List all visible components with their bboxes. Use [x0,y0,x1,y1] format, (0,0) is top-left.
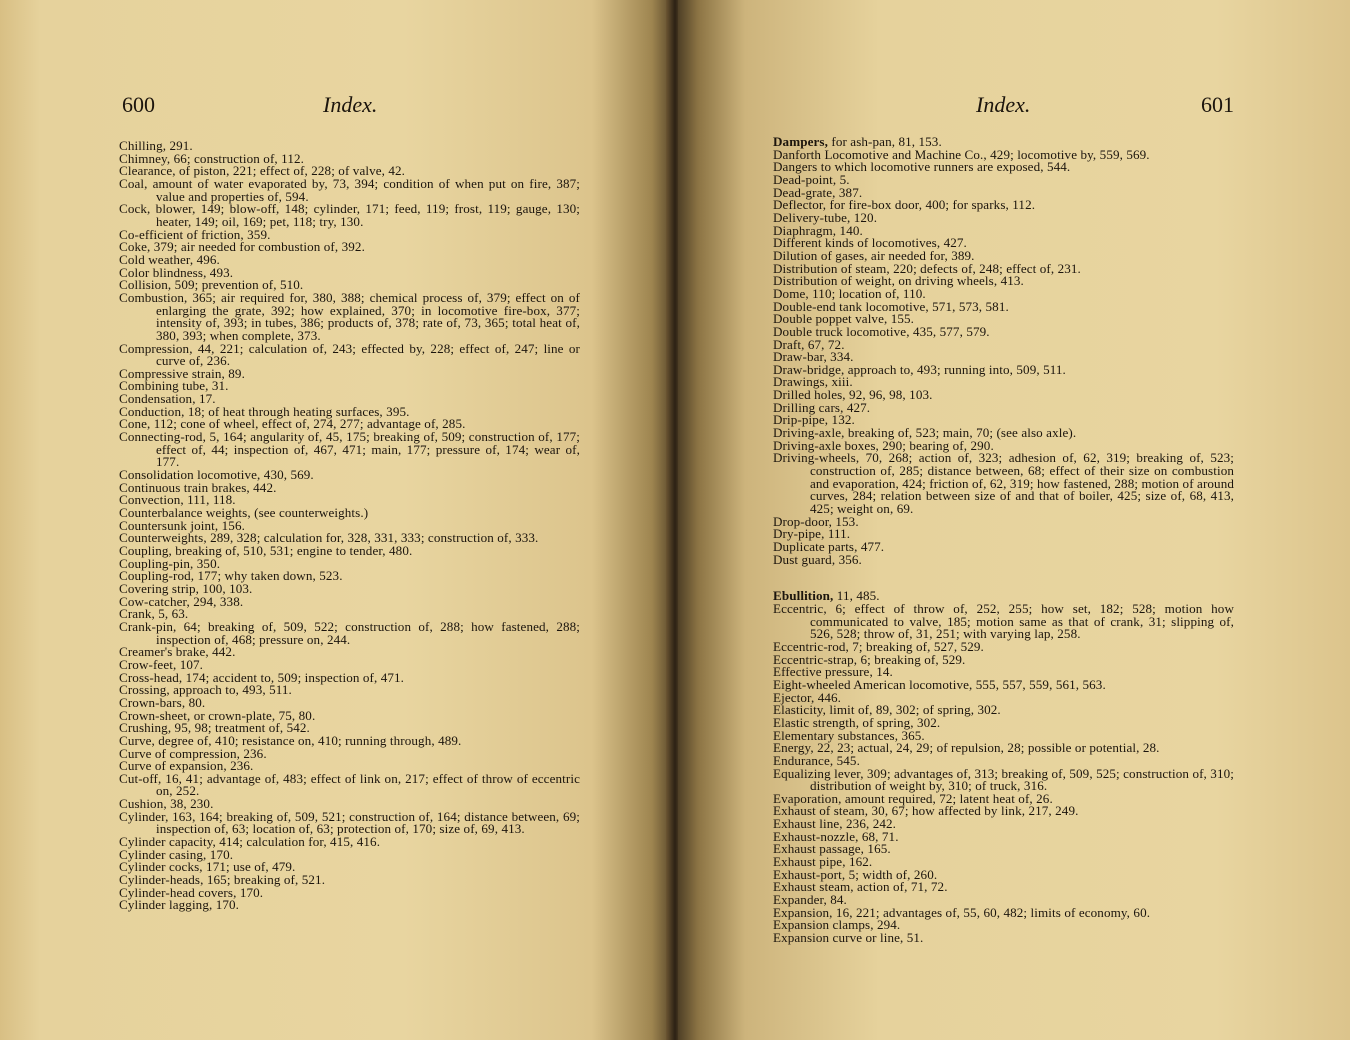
index-entry: Cylinder-head covers, 170. [119,884,264,900]
index-entry: Curve of compression, 236. [119,745,267,761]
index-entry: Combining tube, 31. [119,378,229,394]
index-entry: Draw-bridge, approach to, 493; running into, 509, 511. [773,361,1066,377]
index-entry: Draw-bar, 334. [773,349,854,365]
index-entry: Exhaust-port, 5; width of, 260. [773,866,938,882]
index-entry: Cylinder capacity, 414; calculation for, 415, 416. [119,834,381,850]
left-page [0,0,672,1040]
index-entry: Danforth Locomotive and Machine Co., 429; locomotive by, 559, 569. [773,146,1150,162]
page-number: 601 [1201,92,1234,117]
index-entry: Crown-sheet, or crown-plate, 75, 80. [119,707,316,723]
index-entry: Distribution of steam, 220; defects of, 248; effect of, 231. [773,260,1081,276]
index-entry: Dilution of gases, air needed for, 389. [773,247,975,263]
index-entry: Dead-grate, 387. [773,184,863,200]
index-entry: Double-end tank locomotive, 571, 573, 581. [773,298,1009,314]
index-entry: Cold weather, 496. [119,251,220,267]
index-entry: Eccentric-rod, 7; breaking of, 527, 529. [773,638,984,654]
index-entry: Clearance, of piston, 221; effect of, 228; of valve, 42. [119,163,406,179]
index-entry: Crank-pin, 64; breaking of, 509, 522; construction of, 288; how fastened, 288; inspection of, 468; pressure on, 244. [119,618,580,647]
index-entry: Connecting-rod, 5, 164; angularity of, 45, 175; breaking of, 509; construction of, 177; effect of, 44; inspection of, 467, 471; main, 177; pressure of, 174; wear of, 177. [119,429,580,470]
index-entry: Crown-bars, 80. [119,694,206,710]
index-entry: Driving-wheels, 70, 268; action of, 323; adhesion of, 62, 319; breaking of, 523; construction of, 285; distance between, 68; effect of their size on combustion and evaporation, 424; friction of, 62, 319; how fastened, 288; motion of around curves, 284; relation between size of and that of boiler, 425; size of, 68, 413, 425; weight on, 69. [773,450,1234,517]
index-entry: Curve of expansion, 236. [119,758,254,774]
index-entry: Deflector, for fire-box door, 400; for sparks, 112. [773,197,1036,213]
index-entry: Compression, 44, 221; calculation of, 243; effected by, 228; effect of, 247; line or curve of, 236. [119,340,580,369]
index-entry: Dust guard, 356. [773,551,862,567]
index-entry: Coupling, breaking of, 510, 531; engine to tender, 480. [119,543,413,558]
index-entry: Chimney, 66; construction of, 112. [119,150,304,166]
index-entry: Drop-door, 153. [773,513,859,529]
index-entry: Diaphragm, 140. [773,222,863,238]
index-entry: Consolidation locomotive, 430, 569. [119,467,314,483]
index-entry: Drawings, xiii. [773,374,853,390]
index-entry: Dead-point, 5. [773,171,850,187]
index-entry: Dry-pipe, 111. [773,526,851,542]
index-entry: Compressive strain, 89. [119,365,245,381]
index-entry: Expansion, 16, 221; advantages of, 55, 60, 482; limits of economy, 60. [773,904,1151,920]
index-entry: Coke, 379; air needed for combustion of, 392. [119,239,365,255]
index-entry: Creamer's brake, 442. [119,644,236,660]
index-entry: Combustion, 365; air required for, 380, 388; chemical process of, 379; effect on of enlarging the grate, 392; how explained, 370; in locomotive fire-box, 377; intensity of, 393; in tubes, 386; products of, 378; rate of, 73, 365; total heat of, 380, 393; when complete, 373. [119,289,580,343]
index-entry: Different kinds of locomotives, 427. [773,235,967,251]
index-entry: Crossing, approach to, 493, 511. [119,682,292,698]
index-entry: Cylinder, 163, 164; breaking of, 509, 521; construction of, 164; distance between, 69; inspection of, 63; location of, 63; protection of, 170; size of, 69, 413. [119,808,580,837]
index-column-c [119,140,580,912]
index-entry: Cut-off, 16, 41; advantage of, 483; effect of link on, 217; effect of throw of eccentric on, 252. [119,770,580,799]
index-entry: Coupling-pin, 350. [119,555,221,571]
index-entry: Cross-head, 174; accident to, 509; inspection of, 471. [119,669,405,685]
index-entry: Expansion curve or line, 51. [773,930,924,946]
index-entry: Drip-pipe, 132. [773,412,855,428]
index-entry: Condensation, 17. [119,391,216,407]
index-column-d-e [773,136,1234,945]
index-entry: Co-efficient of friction, 359. [119,226,271,242]
index-entry: Coupling-rod, 177; why taken down, 523. [119,568,343,584]
index-entry: Curve, degree of, 410; resistance on, 410; running through, 489. [119,732,462,748]
index-entry: Drilled holes, 92, 96, 98, 103. [773,387,933,403]
index-entry: Eight-wheeled American locomotive, 555, 557, 559, 561, 563. [773,676,1106,692]
index-entry: Elementary substances, 365. [773,727,925,743]
index-entry: Covering strip, 100, 103. [119,580,253,596]
index-entry: Double truck locomotive, 435, 577, 579. [773,323,990,339]
right-page [678,0,1350,1040]
index-entry: Exhaust steam, action of, 71, 72. [773,879,948,895]
index-entry: Chilling, 291. [119,138,193,153]
index-entry: Cylinder cocks, 171; use of, 479. [119,859,296,875]
index-entry: Ejector, 446. [773,689,842,705]
index-entry: Color blindness, 493. [119,264,234,280]
section-lead-rest: for ash-pan, 81, 153. [827,134,942,149]
index-entry: Coal, amount of water evaporated by, 73, 394; condition of when put on fire, 387; value and properties of, 594. [119,175,580,204]
section-lead-word: Ebullition, [773,588,834,604]
index-entry: Distribution of weight, on driving wheels, 413. [773,273,1024,289]
index-entry: Eccentric-strap, 6; breaking of, 529. [773,651,966,667]
index-entry: Conduction, 18; of heat through heating surfaces, 395. [119,403,410,419]
index-entry: Equalizing lever, 309; advantages of, 313; breaking of, 509, 525; construction of, 310; distribution of weight by, 310; of truck, 316. [773,765,1234,794]
index-entry: Elasticity, limit of, 89, 302; of spring, 302. [773,702,1001,718]
index-entry: Double poppet valve, 155. [773,311,915,327]
index-entry: Exhaust-nozzle, 68, 71. [773,828,899,844]
running-header-title: Index. [323,92,378,117]
index-entry: Cylinder lagging, 170. [119,897,240,913]
section-lead-rest: 11, 485. [833,588,880,604]
index-entry: Crushing, 95, 98; treatment of, 542. [119,720,310,736]
index-entry: Evaporation, amount required, 72; latent heat of, 26. [773,790,1053,806]
index-entry: Elastic strength, of spring, 302. [773,714,941,730]
index-entry: Driving-axle, breaking of, 523; main, 70; (see also axle). [773,425,1077,441]
index-entry: Cow-catcher, 294, 338. [119,593,244,609]
index-entry: Exhaust line, 236, 242. [773,816,897,832]
index-entry: Crow-feet, 107. [119,656,204,672]
index-entry: Dome, 110; location of, 110. [773,285,926,301]
section-gap [773,566,1234,590]
page-number: 600 [122,92,155,117]
index-entry: Endurance, 545. [773,752,860,768]
running-header-title: Index. [976,92,1031,117]
index-entry: Crank, 5, 63. [119,606,189,622]
index-section-e [773,600,1234,946]
index-entry: Countersunk joint, 156. [119,517,245,533]
index-entry: Counterbalance weights, (see counterweights.) [119,505,369,521]
index-entry: Delivery-tube, 120. [773,209,878,225]
index-entry: Cone, 112; cone of wheel, effect of, 274, 277; advantage of, 285. [119,416,466,432]
index-entry: Eccentric, 6; effect of throw of, 252, 255; how set, 182; 528; motion how communicated to valve, 185; motion same as that of crank, 31; slipping of, 526, 528; throw of, 31, 251; with varying lap, 258. [773,600,1234,642]
index-entry: Convection, 111, 118. [119,492,236,508]
index-entry: Cylinder casing, 170. [119,846,234,862]
index-entry: Dangers to which locomotive runners are exposed, 544. [773,159,1071,175]
index-entry: Duplicate parts, 477. [773,539,885,554]
index-entry: Exhaust pipe, 162. [773,854,873,870]
index-entry: Collision, 509; prevention of, 510. [119,277,304,293]
index-entry: Cock, blower, 149; blow-off, 148; cylinder, 171; feed, 119; frost, 119; gauge, 130; heater, 149; oil, 169; pet, 118; try, 130. [119,201,580,229]
index-entry: Effective pressure, 14. [773,664,893,680]
index-entry: Cushion, 38, 230. [119,796,214,812]
index-entry: Driving-axle boxes, 290; bearing of, 290. [773,437,994,453]
index-entry: Energy, 22, 23; actual, 24, 29; of repulsion, 28; possible or potential, 28. [773,740,1160,756]
index-entry: Drilling cars, 427. [773,399,871,415]
index-entry: Expansion clamps, 294. [773,917,901,933]
index-entry: Exhaust passage, 165. [773,841,891,857]
index-entry: Counterweights, 289, 328; calculation for, 328, 331, 333; construction of, 333. [119,530,539,546]
index-section-d [773,146,1234,567]
index-entry: Cylinder-heads, 165; breaking of, 521. [119,872,326,888]
index-entry: Draft, 67, 72. [773,336,845,352]
section-lead-word: Dampers, [773,134,828,149]
index-entry: Continuous train brakes, 442. [119,479,277,495]
index-entry: Exhaust of steam, 30, 67; how affected by link, 217, 249. [773,803,1079,819]
index-entry: Expander, 84. [773,892,847,908]
